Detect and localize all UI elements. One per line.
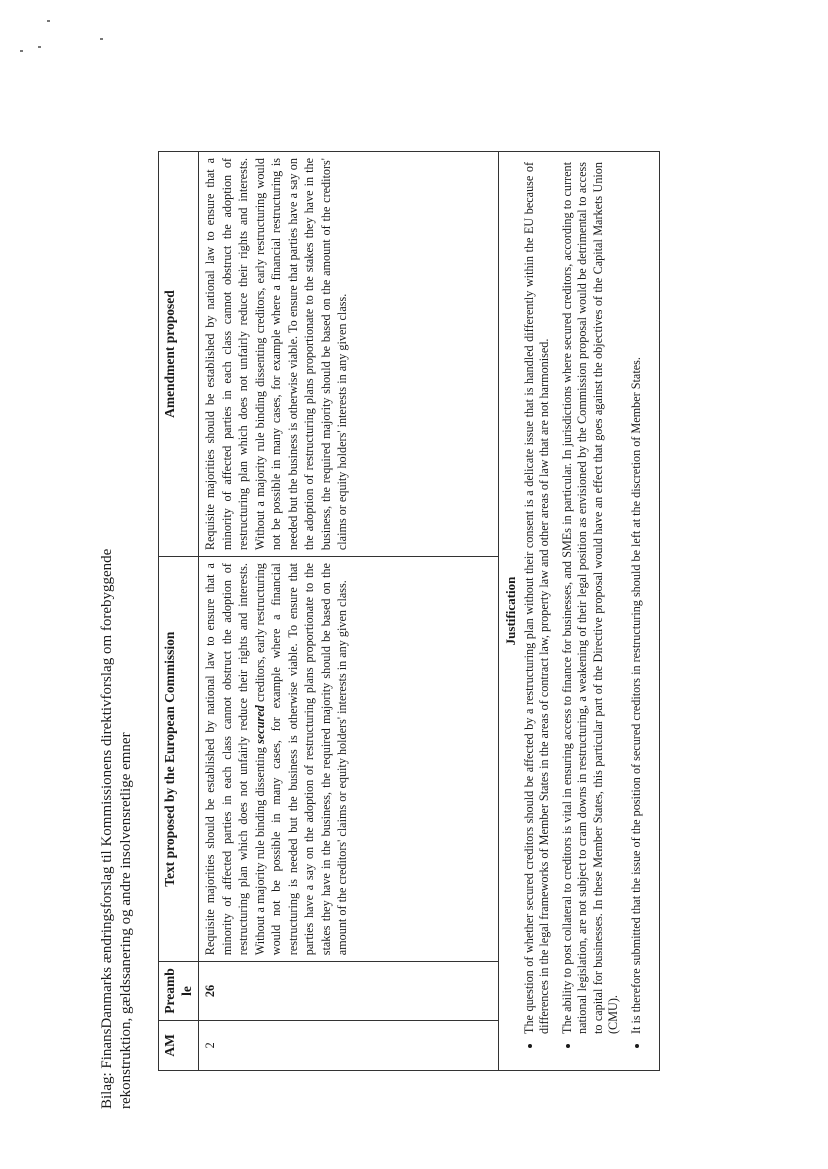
header-amendment: Amendment proposed	[159, 152, 199, 557]
justification-cell	[499, 152, 660, 1071]
commission-text-part-1: Requisite majorities should be established by national law to ensure that a minority of affected parties in each class cannot obstruct the adoption of restructuring plan which does not unfairly reduce their rights and interests. Without a majority rule binding dissenting	[203, 563, 267, 956]
header-commission-text: Text proposed by the European Commission	[159, 557, 199, 962]
list-item: • It is therefore submitted that the issue of the position of secured creditors in restructuring should be left at the discretion of Member States.	[629, 162, 645, 1034]
header-am: AM	[159, 1020, 199, 1070]
document-caption: Bilag: FinansDanmarks ændringsforslag til Kommissionens direktivforslag om forebyggende rekonstruktion, gældssanering og andre insolvensretlige emner	[99, 548, 134, 1109]
commission-text-emphasis: secured	[252, 705, 267, 744]
cell-commission-text	[199, 557, 499, 962]
commission-text-part-2: creditors, early restructuring would not be possible in many cases, for example where a financial restructuring is needed but the business is otherwise viable. To ensure that parties have a say on the adoption of restructuring plans proportionate to the stakes they have in the business, the required majority should be based on the amount of the creditors' claims or equity holders' interests in any given class.	[252, 563, 349, 956]
justification-title: Justification	[503, 576, 518, 646]
list-item: • The question of whether secured creditors should be affected by a restructuring plan without their consent is a delicate issue that is handled differently within the EU because of differences in the legal frameworks of Member States in the areas of contract law, property law and other areas of law that are not harmonised.	[522, 162, 553, 1034]
table-header-row	[159, 152, 199, 1071]
list-item: • The ability to post collateral to creditors is vital in ensuring access to finance for businesses, and SMEs in particular. In jurisdictions where secured creditors, according to current national legislation, are not subject to cram downs in restructuring, a weakening of their legal position as envisioned by the Commission proposal would be detrimental to access to capital for businesses. In these Member States, this particular part of the Directive proposal would have an effect that goes against the objectives of the Capital Markets Union (CMU).	[560, 162, 622, 1034]
cell-am-number: 2	[199, 1020, 499, 1070]
cell-amendment-text: Requisite majorities should be established by national law to ensure that a minority of affected parties in each class cannot obstruct the adoption of restructuring plan which does not unfairly reduce their rights and interests. Without a majority rule binding dissenting creditors, early restructuring would not be possible in many cases, for example where a financial restructuring is needed but the business is otherwise viable. To ensure that parties have a say on the adoption of restructuring plans proportionate to the stakes they have in the business, the required majority should be based on the amount of the creditors' claims or equity holders' interests in any given class.	[199, 152, 499, 557]
amendment-table	[158, 151, 660, 1071]
table-row	[199, 152, 499, 1071]
justification-row	[499, 152, 660, 1071]
header-preamble: Preamb le	[159, 962, 199, 1021]
cell-preamble-number: 26	[199, 962, 499, 1021]
justification-list	[522, 162, 645, 1060]
